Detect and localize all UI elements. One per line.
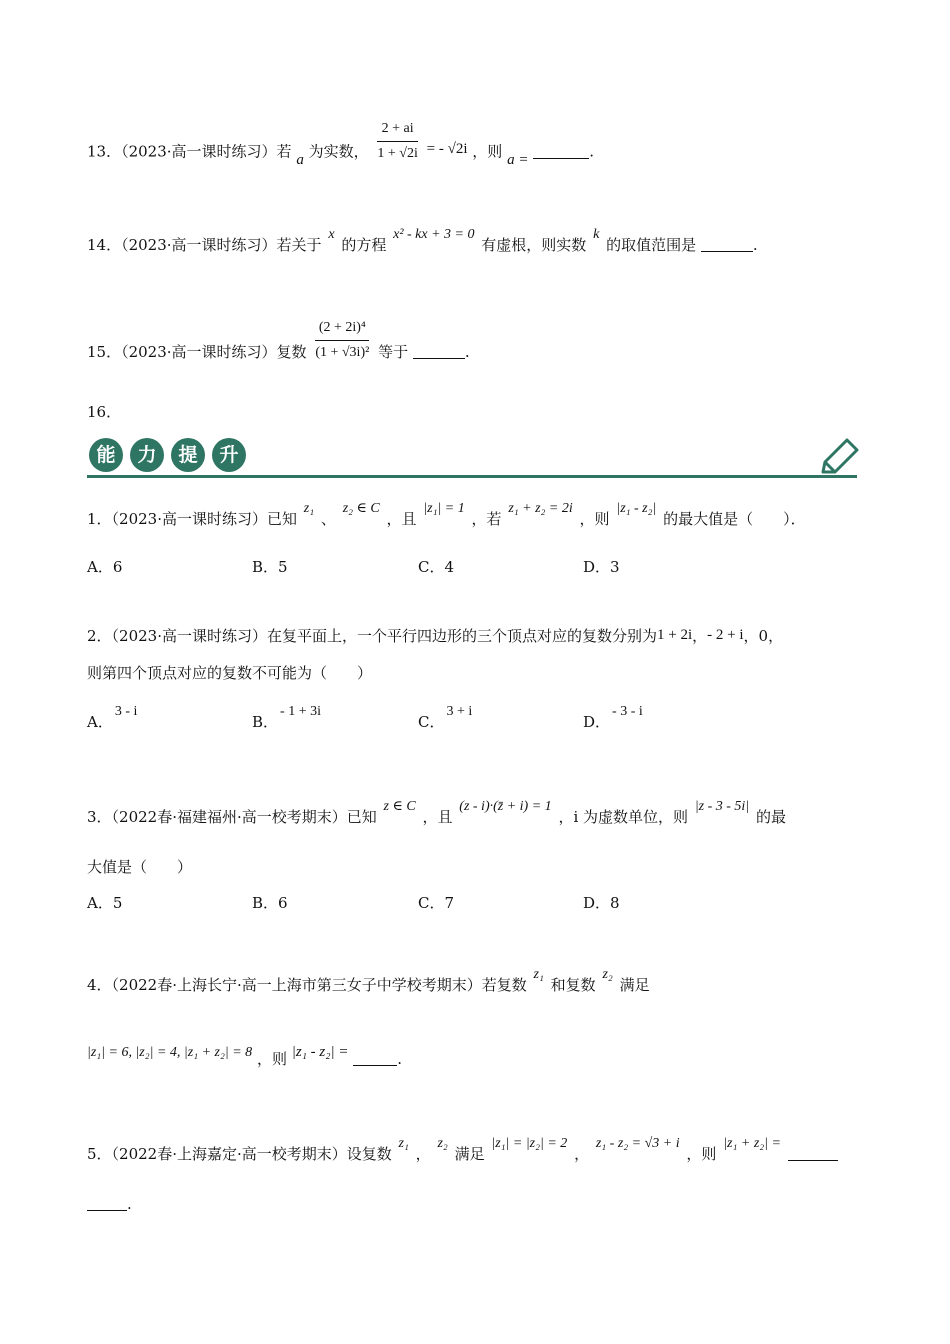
option-c[interactable]: C．7 [418, 894, 455, 912]
problem-4-line2: |z₁| = 6, |z₂| = 4, |z₁ + z₂| = 8 ，则 |z₁ - z₂| = . [87, 1044, 403, 1068]
pencil-icon [817, 436, 861, 478]
option-b[interactable]: B．- 1 + 3i [252, 704, 321, 731]
problem-5: 5．（2022春·上海嘉定·高一校考期末）设复数 z₁ ， z₂ 满足 |z₁| = |z₂| = 2 ， z₁ - z₂ = √3 + i ，则 |z₁ + z₂| = [87, 1144, 838, 1166]
option-a[interactable]: A．3 - i [87, 704, 138, 731]
banner-char: 提 [171, 438, 205, 472]
equation: x² - kx + 3 = 0 [393, 227, 475, 242]
problem-3: 3．（2022春·福建福州·高一校考期末）已知 z ∈ C ，且 (z - i)·(z̄ + i) = 1 ，i 为虚数单位，则 |z - 3 - 5i| 的最 [87, 799, 786, 826]
banner-char: 能 [89, 438, 123, 472]
banner-rule [87, 475, 857, 478]
problem-3-line2: 大值是（ ） [87, 858, 193, 876]
problem-1: 1．（2023·高一课时练习）已知 z₁ 、 z₂ ∈ C ，且 |z₁| = 1 ，若 z₁ + z₂ = 2i ，则 |z₁ - z₂| 的最大值是（ ）． [87, 501, 806, 528]
problem-5-line2: . [87, 1194, 132, 1214]
option-a[interactable]: A．5 [87, 894, 123, 912]
option-d[interactable]: D．8 [583, 894, 620, 912]
answer-blank[interactable] [413, 344, 465, 359]
var-a: a [296, 151, 304, 168]
answer-blank[interactable] [87, 1196, 127, 1211]
var-x: x [328, 227, 335, 242]
option-c[interactable]: C．3 + i [418, 704, 473, 731]
banner-char: 升 [212, 438, 246, 472]
problem-2: 2．（2023·高一课时练习）在复平面上，一个平行四边形的三个顶点对应的复数分别为1 + 2i，- 2 + i，0， [87, 627, 784, 645]
fraction: $\frac{2 + ai}{1 + √2i}$ [377, 121, 418, 161]
problem-2-line2: 则第四个顶点对应的复数不可能为（ ） [87, 664, 373, 682]
option-d[interactable]: D．- 3 - i [583, 704, 643, 731]
option-b[interactable]: B．6 [252, 894, 288, 912]
problem-4: 4．（2022春·上海长宁·高一上海市第三女子中学校考期末）若复数 z₁ 和复数 z₂ 满足 [87, 967, 650, 994]
answer-blank[interactable] [353, 1051, 397, 1066]
banner-char: 力 [130, 438, 164, 472]
answer-blank[interactable] [533, 144, 589, 159]
answer-blank[interactable] [701, 237, 753, 252]
option-a[interactable]: A．6 [87, 558, 123, 576]
question-16: 16． [87, 403, 122, 421]
question-13: 13．（2023·高一课时练习）若 a 为实数， $\frac{2 + ai}{1 + √2i}$ = - √2i ，则 a = . [87, 121, 595, 168]
question-14: 14．（2023·高一课时练习）若关于 x 的方程 x² - kx + 3 = 0 有虚根，则实数 k 的取值范围是 . [87, 227, 758, 254]
option-b[interactable]: B．5 [252, 558, 288, 576]
section-banner [87, 436, 867, 484]
option-c[interactable]: C．4 [418, 558, 455, 576]
fraction: $\frac{\text{(2 + 2i)⁴}}{\text{(1 + √3i)²}}$ [315, 319, 370, 360]
answer-blank[interactable] [788, 1146, 838, 1161]
question-15: 15．（2023·高一课时练习）复数 $\frac{\text{(2 + 2i)⁴}}{\text{(1 + √3i)²}}$ 等于 . [87, 319, 470, 361]
option-d[interactable]: D．3 [583, 558, 620, 576]
var-k: k [593, 227, 600, 242]
